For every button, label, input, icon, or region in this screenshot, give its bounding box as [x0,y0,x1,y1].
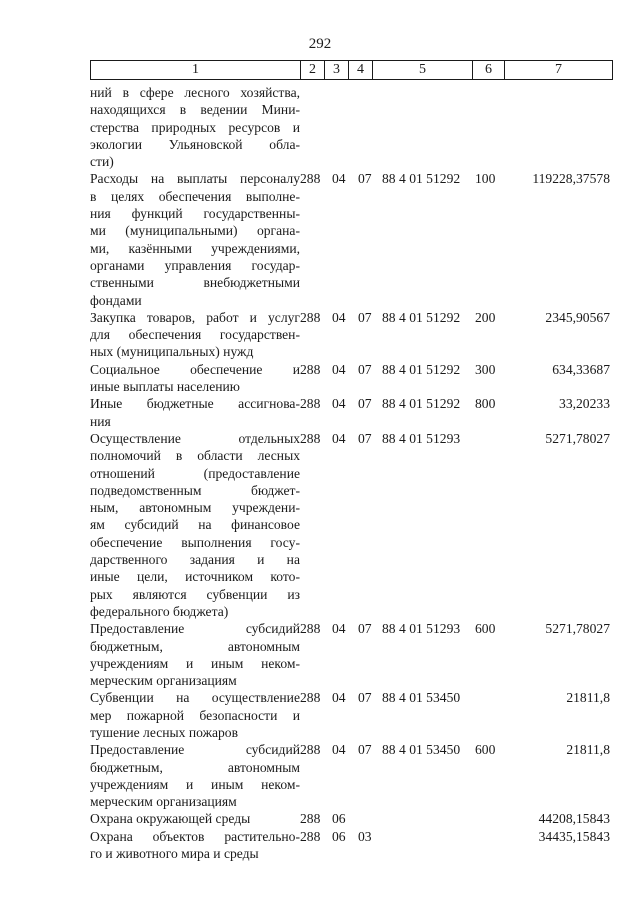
description-line: ственными внебюджетными [90,275,300,291]
description-line: федерального бюджета) [90,603,229,619]
description-line: органами управления государ- [90,257,300,273]
description-line: ми, казёнными учреждениями, [90,240,300,256]
description-line: мерческим организациям [90,673,237,689]
description-line: Закупка товаров, работ и услуг [90,309,300,325]
column-header: 1 [91,61,301,80]
cell-c4: 07 [358,309,372,325]
description-line: го и животного мира и среды [90,846,259,862]
cell-c3: 04 [332,742,346,758]
cell-c5: 88 4 01 53450 [382,742,461,758]
column-header: 4 [349,61,373,80]
row-description [90,689,300,741]
cell-c7: 34435,15843 [538,828,610,844]
description-line: ям субсидий на финансовое [90,517,300,533]
cell-c6: 200 [475,309,496,325]
cell-c7: 33,20233 [559,396,610,412]
description-line: Предоставление субсидий [90,742,300,758]
column-header: 3 [325,61,349,80]
description-line: мерческим организациям [90,794,237,810]
column-header: 7 [505,61,613,80]
description-line: Социальное обеспечение и [90,361,300,377]
description-line: Иные бюджетные ассигнова- [90,396,300,412]
cell-c4: 03 [358,828,372,844]
description-line: ний в сфере лесного хозяйства, [90,85,300,100]
description-line: в целях обеспечения выполне- [90,188,300,204]
description-line: Охрана окружающей среды [90,811,251,827]
description-line: бюджетным, автономным [90,638,300,654]
cell-c2: 288 [300,430,321,446]
description-line: тушение лесных пожаров [90,724,239,740]
row-description [90,361,300,396]
cell-c7: 21811,8 [566,742,610,758]
cell-c3: 04 [332,171,346,187]
cell-c2: 288 [300,361,321,377]
description-line: иные цели, источником кото- [90,569,300,585]
cell-c2: 288 [300,690,321,706]
cell-c6: 300 [475,361,496,377]
column-header-row [91,61,613,80]
table-row [90,810,612,827]
description-line: фондами [90,292,142,308]
cell-c7: 634,33687 [552,361,610,377]
description-line: ния функций государственны- [90,206,300,222]
cell-c3: 04 [332,309,346,325]
cell-c4: 07 [358,396,372,412]
cell-c3: 04 [332,396,346,412]
description-line: ми (муниципальными) органа- [90,223,300,239]
description-line: учреждениям и иным неком- [90,776,300,792]
cell-c7: 2345,90567 [545,309,610,325]
row-description [90,828,300,863]
cell-c5: 88 4 01 51292 [382,361,461,377]
cell-c3: 04 [332,690,346,706]
cell-c2: 288 [300,811,321,827]
row-description [90,309,300,361]
description-line: бюджетным, автономным [90,759,300,775]
column-header: 5 [373,61,473,80]
cell-c7: 21811,8 [566,690,610,706]
cell-c7: 44208,15843 [538,811,610,827]
description-line: подведомственным бюджет- [90,482,300,498]
cell-c6: 600 [475,621,496,637]
row-description [90,620,300,689]
description-line: Расходы на выплаты персоналу [90,171,300,187]
cell-c2: 288 [300,171,321,187]
cell-c4: 07 [358,430,372,446]
cell-c5: 88 4 01 51293 [382,621,461,637]
table-row [90,689,612,741]
table-row [90,84,612,170]
description-line: ния [90,413,111,429]
description-line: Осуществление отдельных [90,430,300,446]
column-header: 6 [473,61,505,80]
cell-c4: 07 [358,361,372,377]
row-description [90,395,300,430]
cell-c2: 288 [300,742,321,758]
cell-c6: 800 [475,396,496,412]
description-line: дарственного задания и на [90,552,300,568]
cell-c7: 119228,37578 [532,171,610,187]
description-line: отношений (предоставление [90,465,300,481]
cell-c5: 88 4 01 51292 [382,171,461,187]
description-line: экологии Ульяновской обла- [90,136,300,152]
table-row [90,620,612,689]
column-header: 2 [301,61,325,80]
cell-c6: 100 [475,171,496,187]
cell-c3: 04 [332,621,346,637]
description-line: Предоставление субсидий [90,621,300,637]
cell-c3: 04 [332,361,346,377]
cell-c4: 07 [358,690,372,706]
cell-c7: 5271,78027 [545,430,610,446]
table-row [90,741,612,810]
cell-c2: 288 [300,309,321,325]
cell-c3: 06 [332,811,346,827]
description-line: иные выплаты населению [90,379,240,395]
description-line: обеспечение выполнения госу- [90,534,300,550]
description-line: Субвенции на осуществление [90,690,300,706]
cell-c2: 288 [300,828,321,844]
cell-c5: 88 4 01 51292 [382,309,461,325]
column-header-table [90,60,613,80]
description-line: Охрана объектов растительно- [90,828,300,844]
row-description [90,170,300,308]
description-line: учреждениям и иным неком- [90,655,300,671]
row-description [90,430,300,620]
description-line: находящихся в ведении Мини- [90,102,300,118]
cell-c5: 88 4 01 51293 [382,430,461,446]
cell-c3: 04 [332,430,346,446]
row-description [90,741,300,810]
description-line: мер пожарной безопасности и [90,707,300,723]
description-line: для обеспечения государствен- [90,327,300,343]
page-number: 292 [308,36,332,52]
cell-c4: 07 [358,621,372,637]
row-description [90,84,300,170]
table-row [90,828,612,863]
cell-c4: 07 [358,171,372,187]
table-row [90,361,612,396]
description-line: ным, автономным учреждени- [90,500,300,516]
cell-c5: 88 4 01 51292 [382,396,461,412]
cell-c7: 5271,78027 [545,621,610,637]
cell-c2: 288 [300,396,321,412]
row-description [90,810,300,827]
description-line: ных (муниципальных) нужд [90,344,254,360]
budget-table-body [90,84,612,862]
description-line: полномочий в области лесных [90,448,300,464]
description-line: рых являются субвенции из [90,586,300,602]
cell-c5: 88 4 01 53450 [382,690,461,706]
table-row [90,430,612,620]
cell-c3: 06 [332,828,346,844]
table-row [90,170,612,308]
cell-c6: 600 [475,742,496,758]
table-row [90,395,612,430]
cell-c2: 288 [300,621,321,637]
cell-c4: 07 [358,742,372,758]
description-line: стерства природных ресурсов и [90,119,300,135]
table-row [90,309,612,361]
description-line: сти) [90,154,114,170]
